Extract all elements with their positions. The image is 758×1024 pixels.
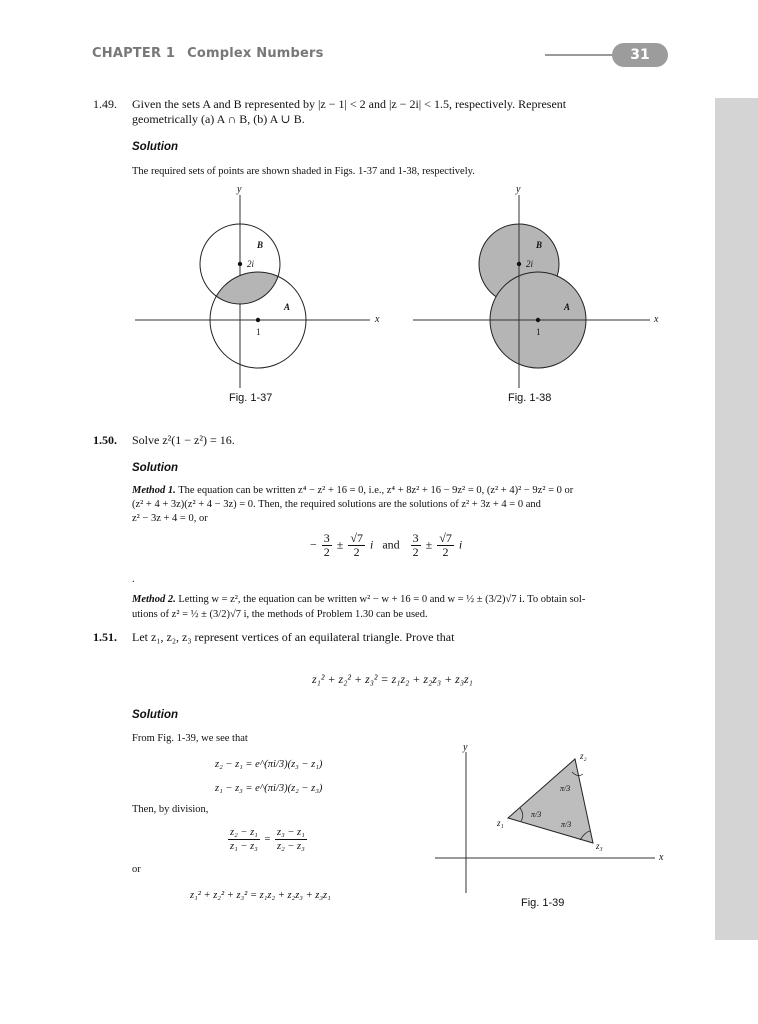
sol2-frac-num: 3 xyxy=(412,531,419,545)
problem-149-solution-text: The required sets of points are shown shaded in Figs. 1-37 and 1-38, respectively. xyxy=(132,166,475,177)
method2-label: Method 2. xyxy=(132,594,176,605)
frac-right-den: z₂ − z₃ xyxy=(276,841,305,852)
problem-151-eq2: z₁ − z₃ = e^(πi/3)(z₂ − z₃) xyxy=(215,783,323,794)
method1-label: Method 1. xyxy=(132,485,176,496)
sol2-frac-sqrt-num: √7 xyxy=(439,531,452,545)
problem-151-or: or xyxy=(132,864,141,875)
fig138-label-1: 1 xyxy=(536,327,541,337)
chapter-label: CHAPTER 1 xyxy=(92,46,176,61)
sol1-frac-sqrt-num: √7 xyxy=(350,531,363,545)
problem-151-solution-label: Solution xyxy=(132,709,178,721)
fig139-z3: z₃ xyxy=(596,841,603,851)
fig139-z1: z₁ xyxy=(497,818,504,828)
fig139-z2: z₂ xyxy=(580,751,587,761)
method1-line3: z² − 3z + 4 = 0, or xyxy=(132,513,208,524)
problem-151-display-eq: z₁² + z₂² + z₃² = z₁z₂ + z₂z₃ + z₃z₁ xyxy=(312,672,473,686)
sol1-frac-sqrt-den: 2 xyxy=(353,545,360,559)
fig138-y-label: y xyxy=(516,184,521,195)
fig139-x-label: x xyxy=(659,852,664,863)
method2-line2: utions of z² = ½ ± (3/2)√7 i, the methods of Problem 1.30 can be used. xyxy=(132,609,428,620)
sol1-frac-num: 3 xyxy=(323,531,330,545)
sol-and: and xyxy=(382,537,400,552)
fig137-label-1: 1 xyxy=(256,327,261,337)
fig138-label-A: A xyxy=(564,302,571,312)
sol2-frac-den: 2 xyxy=(412,545,419,559)
sol1-frac-den: 2 xyxy=(323,545,330,559)
fig137-label-2i: 2i xyxy=(247,259,255,269)
fig139-angle-z2: π/3 xyxy=(560,784,571,793)
frac-left-num: z₂ − z₁ xyxy=(230,827,258,838)
frac-right-num: z₃ − z₁ xyxy=(276,827,305,838)
fig137-label-B: B xyxy=(257,240,264,250)
sol1-pm: ± xyxy=(336,537,344,552)
fig139-triangle xyxy=(508,759,593,843)
frac-equals: = xyxy=(264,833,271,845)
problem-149-line2: geometrically (a) A ∩ B, (b) A ∪ B. xyxy=(132,112,305,126)
sol1-i: i xyxy=(369,537,374,552)
problem-150-solution-label: Solution xyxy=(132,462,178,474)
problem-151-then-division: Then, by division, xyxy=(132,804,209,815)
sol2-frac-sqrt-den: 2 xyxy=(442,545,449,559)
problem-150-number: 1.50. xyxy=(93,433,117,447)
method1-line1-text: The equation can be written z⁴ − z² + 16 = 0, i.e., z⁴ + 8z² + 16 − 9z² = 0, (z² + 4)² − 9z² = 0 or xyxy=(178,485,574,496)
stray-dot: . xyxy=(132,574,135,585)
problem-151-from-fig: From Fig. 1-39, we see that xyxy=(132,733,248,744)
chapter-title: Complex Numbers xyxy=(187,46,324,61)
problem-151-number: 1.51. xyxy=(93,630,117,644)
page-number-badge: 31 xyxy=(612,43,668,67)
fig139-angle-z1: π/3 xyxy=(531,810,542,819)
frac-left-den: z₁ − z₃ xyxy=(230,841,258,852)
problem-150-text: Solve z²(1 − z²) = 16. xyxy=(132,433,235,447)
sol2-i: i xyxy=(458,537,463,552)
fig139-angle-z3: π/3 xyxy=(561,820,572,829)
fig137-caption: Fig. 1-37 xyxy=(229,392,273,404)
problem-149-line1: Given the sets A and B represented by |z − 1| < 2 and |z − 2i| < 1.5, respectively. Represent xyxy=(132,97,567,111)
fig138-label-2i: 2i xyxy=(526,259,534,269)
fig138-x-label: x xyxy=(654,314,659,325)
sol2-pm: ± xyxy=(425,537,433,552)
fig138-caption: Fig. 1-38 xyxy=(508,392,552,404)
fig139-y-label: y xyxy=(463,742,468,753)
problem-151-text: Let z₁, z₂, z₃ represent vertices of an equilateral triangle. Prove that xyxy=(132,630,455,644)
fig138-label-B: B xyxy=(536,240,543,250)
problem-151-final-eq: z₁² + z₂² + z₃² = z₁z₂ + z₂z₃ + z₃z₁ xyxy=(190,890,331,901)
method2-line1-text: Letting w = z², the equation can be written w² − w + 16 = 0 and w = ½ ± (3/2)√7 i. To obtain sol- xyxy=(178,594,586,605)
problem-151-eq1: z₂ − z₁ = e^(πi/3)(z₃ − z₁) xyxy=(215,759,323,770)
fig139-caption: Fig. 1-39 xyxy=(521,897,565,909)
fig137-y-label: y xyxy=(237,184,242,195)
method1-line2: (z² + 4 + 3z)(z² + 4 − 3z) = 0. Then, the required solutions are the solutions of z² + 3z + 4 = 0 and xyxy=(132,499,541,510)
problem-149-solution-label: Solution xyxy=(132,141,178,153)
problem-149-number: 1.49. xyxy=(93,97,117,111)
fig137-label-A: A xyxy=(284,302,291,312)
fig137-x-label: x xyxy=(375,314,380,325)
sol1-sign: − xyxy=(310,537,317,552)
